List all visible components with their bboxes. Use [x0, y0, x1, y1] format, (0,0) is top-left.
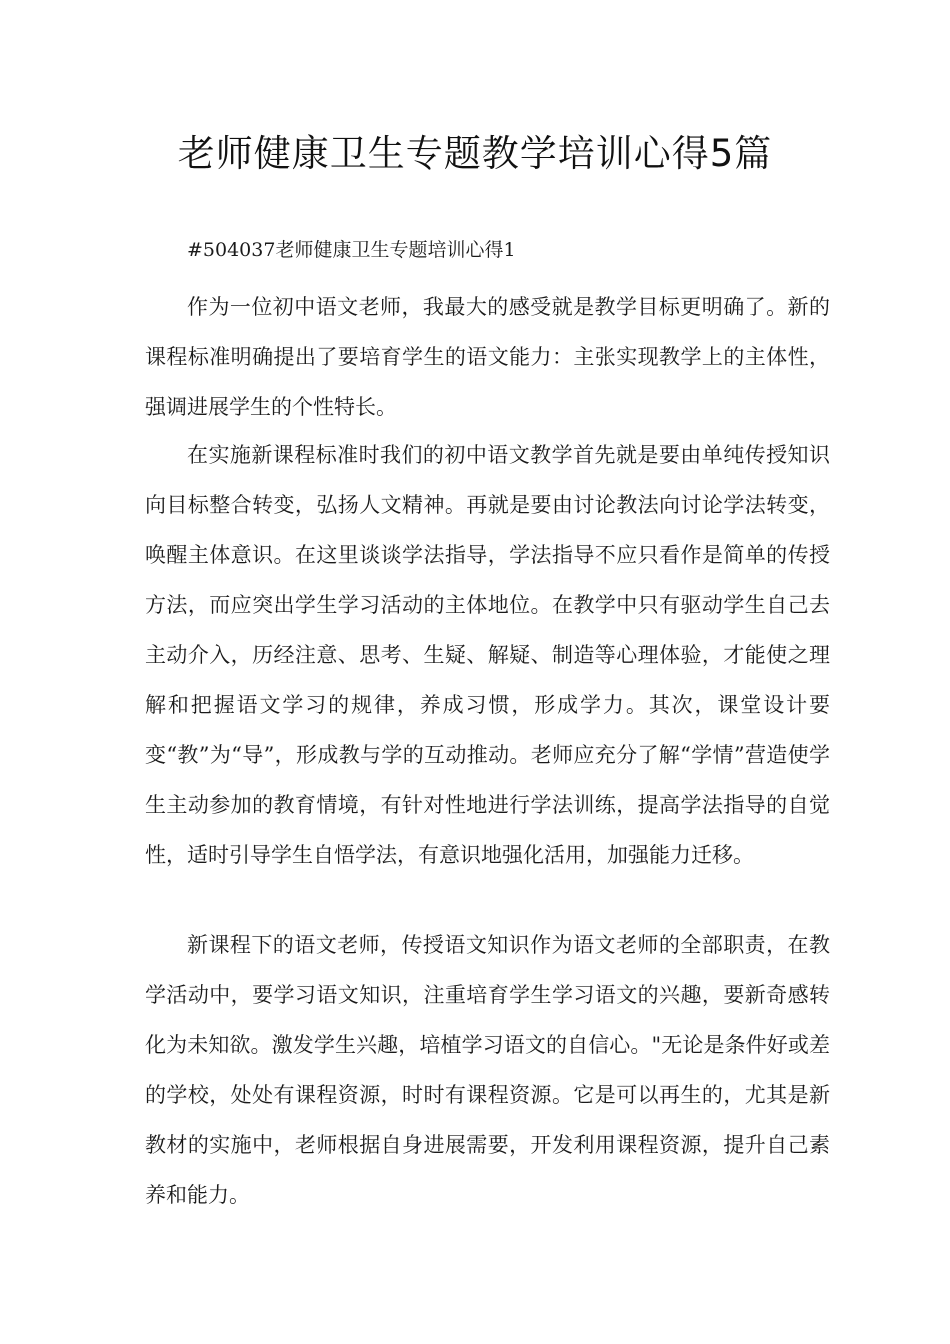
paragraph-2: 在实施新课程标准时我们的初中语文教学首先就是要由单纯传授知识向目标整合转变，弘扬人文精神。再就是要由讨论教法向讨论学法转变，唤醒主体意识。在这里谈谈学法指导，学法指导不应只看作是简单的传授方法，而应突出学生学习活动的主体地位。在教学中只有驱动学生自己去主动介入，历经注意、思考、生疑、解疑、制造等心理体验，才能使之理解和把握语文学习的规律，养成习惯，形成学力。其次，课堂设计要变“教”为“导”，形成教与学的互动推动。老师应充分了解“学情”营造使学生主动参加的教育情境，有针对性地进行学法训练，提高学法指导的自觉性，适时引导学生自悟学法，有意识地强化活用，加强能力迁移。 [145, 443, 830, 867]
paragraph-1: 作为一位初中语文老师，我最大的感受就是教学目标更明确了。新的课程标准明确提出了要培育学生的语文能力：主张实现教学上的主体性，强调进展学生的个性特长。 [145, 295, 830, 419]
document-title: 老师健康卫生专题教学培训心得5篇 [177, 132, 773, 175]
section-subheading: #504037老师健康卫生专题培训心得1 [187, 239, 516, 261]
paragraph-3: 新课程下的语文老师，传授语文知识作为语文老师的全部职责，在教学活动中，要学习语文知识，注重培育学生学习语文的兴趣，要新奇感转化为未知欲。激发学生兴趣，培植学习语文的自信心。"无论是条件好或差的学校，处处有课程资源，时时有课程资源。它是可以再生的，尤其是新教材的实施中，老师根据自身进展需要，开发利用课程资源，提升自己素养和能力。 [145, 933, 830, 1207]
